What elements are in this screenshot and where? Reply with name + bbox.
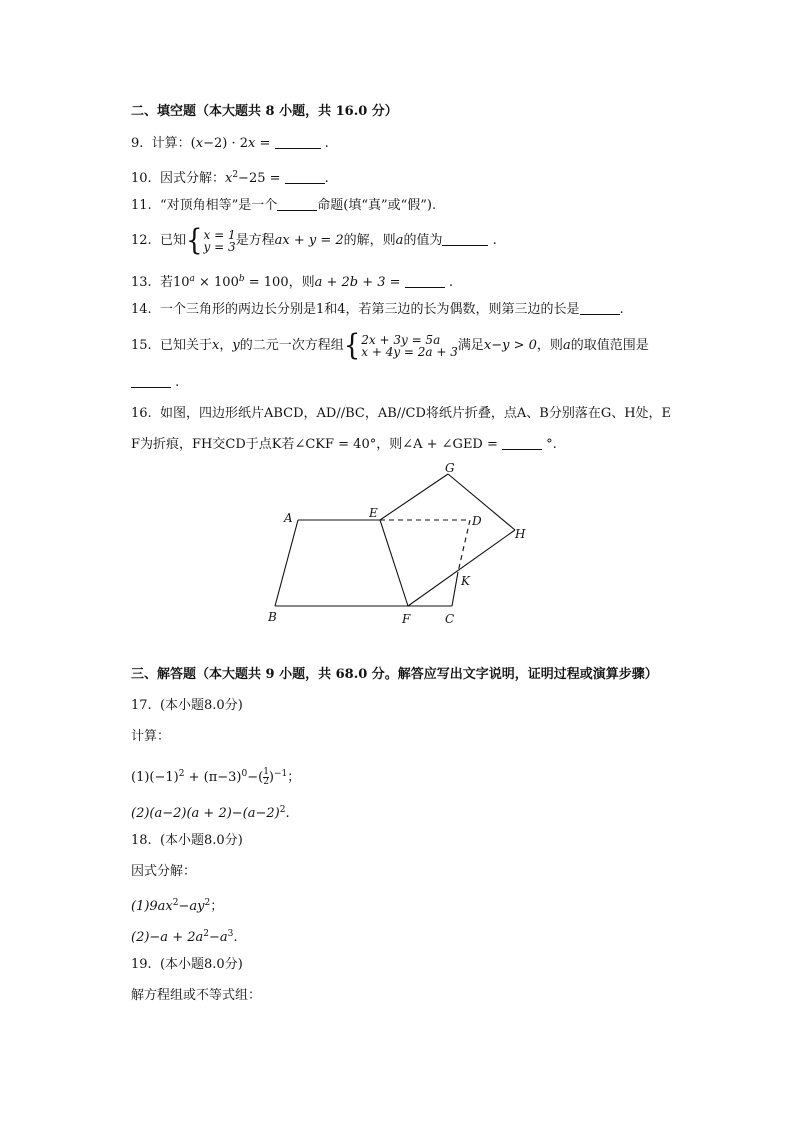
question-17: 17. (本小题8.0分)	[131, 698, 243, 713]
question-number: 17.	[131, 698, 152, 713]
equation-system: 2x + 3y = 5a x + 4y = 2a + 3	[361, 332, 458, 359]
question-number: 13.	[131, 275, 152, 290]
answer-blank[interactable]	[580, 302, 620, 315]
question-11: 11. “对顶角相等”是一个 命题(填“真”或“假”).	[131, 198, 437, 213]
label-A: A	[284, 511, 293, 525]
question-number: 14.	[131, 302, 152, 317]
question-17-part-2: $(2)(a-2)(a + 2)-(a-2)^2$.	[131, 805, 290, 821]
question-18-part-2: $(2)-a + 2a^2-a^3$.	[131, 929, 238, 945]
question-number: 9.	[131, 136, 144, 151]
question-14: 14. 一个三角形的两边长分别是1和4，若第三边的长为偶数，则第三边的长是 .	[131, 302, 624, 317]
label-G: G	[445, 461, 455, 475]
label-F: F	[402, 612, 411, 626]
segment-DK-dashed	[458, 520, 470, 572]
question-number: 18.	[131, 833, 152, 848]
question-13: 13. 若$10^a \times 100^b = 100$，则a + 2b + 3 = .	[131, 274, 453, 290]
segment-EG	[380, 474, 448, 520]
answer-blank[interactable]	[502, 437, 542, 450]
question-16-line-1: 16. 如图，四边形纸片ABCD，AD//BC，AB//CD将纸片折叠，点A、B分别落在G、H处，E	[131, 406, 672, 421]
answer-blank[interactable]	[405, 275, 445, 288]
question-18: 18. (本小题8.0分)	[131, 833, 243, 848]
answer-blank[interactable]	[131, 375, 171, 388]
section-3-header: 三、解答题（本大题共 9 小题，共 68.0 分。解答应写出文字说明，证明过程或演算步骤）	[131, 667, 658, 682]
question-number: 11.	[131, 198, 152, 213]
brace-symbol: {	[185, 224, 203, 257]
question-18-part-1: $(1)9ax^2-ay^2$；	[131, 898, 224, 914]
question-10: 10. 因式分解：$x^2-25$ = .	[131, 170, 329, 186]
question-number: 12.	[131, 233, 152, 248]
segment-AB	[275, 520, 298, 606]
equation-system: x = 1 y = 3	[203, 227, 236, 254]
question-17-intro: 计算：	[131, 729, 171, 744]
question-number: 10.	[131, 171, 152, 186]
question-number: 19.	[131, 957, 152, 972]
label-E: E	[369, 506, 378, 520]
question-15: 15. 已知关于x，y的二元一次方程组{ 2x + 3y = 5a x + 4y = 2a + 3 满足x−y > 0，则a的取值范围是	[131, 329, 649, 362]
brace-symbol: {	[343, 329, 361, 362]
fraction: $\frac{1}{2}$	[263, 767, 269, 787]
answer-blank[interactable]	[275, 136, 321, 149]
segment-HF	[408, 530, 515, 606]
label-B: B	[268, 610, 277, 624]
label-C: C	[445, 612, 455, 626]
answer-blank[interactable]	[442, 233, 488, 246]
question-12: 12. 已知{ x = 1 y = 3 是方程ax + y = 2的解，则a的值为 .	[131, 224, 497, 257]
answer-blank[interactable]	[285, 171, 325, 184]
question-15-answer-line: .	[131, 374, 179, 392]
question-16-line-2: F为折痕，FH交CD于点K若∠CKF = 40°，则∠A + ∠GED = °.	[131, 437, 557, 452]
label-D: D	[472, 514, 482, 528]
segment-EF	[380, 520, 408, 606]
question-19: 19. (本小题8.0分)	[131, 957, 243, 972]
question-18-intro: 因式分解：	[131, 864, 197, 879]
folding-figure	[260, 455, 540, 635]
question-19-intro: 解方程组或不等式组：	[131, 988, 262, 1003]
answer-blank[interactable]	[277, 198, 317, 211]
question-number: 15.	[131, 338, 152, 353]
question-number: 16.	[131, 406, 152, 421]
question-17-part-1: $(1)(-1)^2 + (\pi-3)^0-$( $\frac{1}{2}$ )$^{-1}$；	[131, 767, 301, 787]
label-H: H	[515, 527, 526, 541]
section-2-header: 二、填空题（本大题共 8 小题，共 16.0 分）	[131, 104, 398, 119]
question-9: 9. 计算：(x−2) · 2x = .	[131, 136, 329, 151]
segment-CK	[452, 572, 458, 606]
label-K: K	[461, 574, 470, 588]
